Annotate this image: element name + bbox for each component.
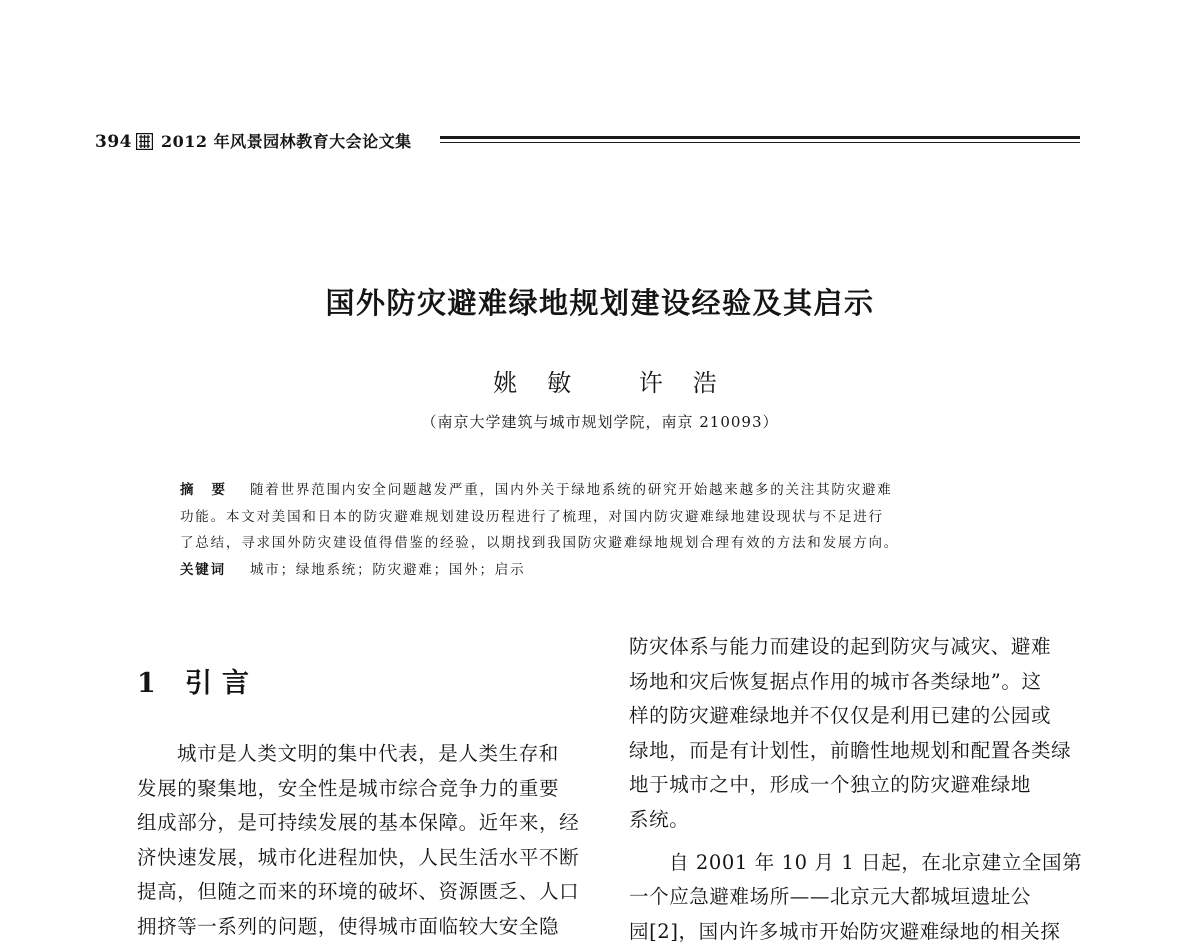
paper-title: 国外防灾避难绿地规划建设经验及其启示 — [325, 286, 875, 320]
page-number: 394 — [95, 132, 132, 152]
abstract-line: 了总结，寻求国外防灾建设值得借鉴的经验，以期找到我国防灾避难绿地规划合理有效的方法和发展方向。 — [180, 535, 900, 551]
right-column — [629, 630, 1084, 949]
body-line: 园[2]，国内许多城市开始防灾避难绿地的相关探 — [629, 919, 1061, 943]
affiliation: （南京大学建筑与城市规划学院，南京 210093） — [421, 413, 779, 431]
section-heading — [137, 664, 259, 704]
left-column — [137, 737, 592, 945]
body-line: 场地和灾后恢复据点作用的城市各类绿地”。这 — [629, 669, 1042, 693]
body-line: 济快速发展，城市化进程加快，人民生活水平不断 — [137, 845, 580, 869]
body-line: 拥挤等一系列的问题，使得城市面临较大安全隐 — [137, 914, 560, 938]
abstract-text: 随着世界范围内安全问题越发严重，国内外关于绿地系统的研究开始越来越多的关注其防灾避难 — [250, 482, 893, 498]
body-line: 防灾体系与能力而建设的起到防灾与减灾、避难 — [629, 635, 1052, 658]
abstract-line: 功能。本文对美国和日本的防灾避难规划建设历程进行了梳理，对国内防灾避难绿地建设现状与不足进行 — [180, 508, 884, 525]
body-line: 提高，但随之而来的环境的破坏、资源匮乏、人口 — [137, 880, 580, 904]
body-line: 绿地，而是有计划性，前瞻性地规划和配置各类绿 — [629, 738, 1072, 762]
body-line: 地于城市之中，形成一个独立的防灾避难绿地 — [629, 773, 1032, 797]
abstract-label: 摘要 — [180, 482, 243, 498]
body-line: 城市是人类文明的集中代表，是人类生存和 — [177, 742, 559, 765]
running-title: 2012 年风景园林教育大会论文集 — [161, 132, 412, 151]
keywords-label: 关键词 — [180, 561, 226, 578]
keywords-line — [180, 557, 1040, 584]
section-number: 1 — [137, 668, 156, 699]
body-line: 自 2001 年 10 月 1 日起，在北京建立全国第 — [669, 850, 1083, 874]
journal-logo-icon — [136, 133, 153, 150]
header-rule-thin — [440, 142, 1080, 143]
authors: 姚敏 许浩 — [493, 369, 747, 397]
body-line: 发展的聚集地，安全性是城市综合竞争力的重要 — [137, 776, 560, 800]
keywords-text: 城市；绿地系统；防灾避难；国外；启示 — [250, 561, 526, 578]
abstract-block — [180, 477, 1040, 583]
section-title: 引言 — [185, 668, 259, 699]
running-header — [95, 130, 1080, 154]
body-line: 样的防灾避难绿地并不仅仅是利用已建的公园或 — [629, 704, 1052, 728]
abstract-line — [180, 477, 1040, 504]
body-line: 系统。 — [629, 807, 690, 831]
body-line: 组成部分，是可持续发展的基本保障。近年来，经 — [137, 811, 580, 835]
header-rule-thick — [440, 136, 1080, 139]
body-line: 一个应急避难场所——北京元大都城垣遗址公 — [629, 885, 1032, 909]
